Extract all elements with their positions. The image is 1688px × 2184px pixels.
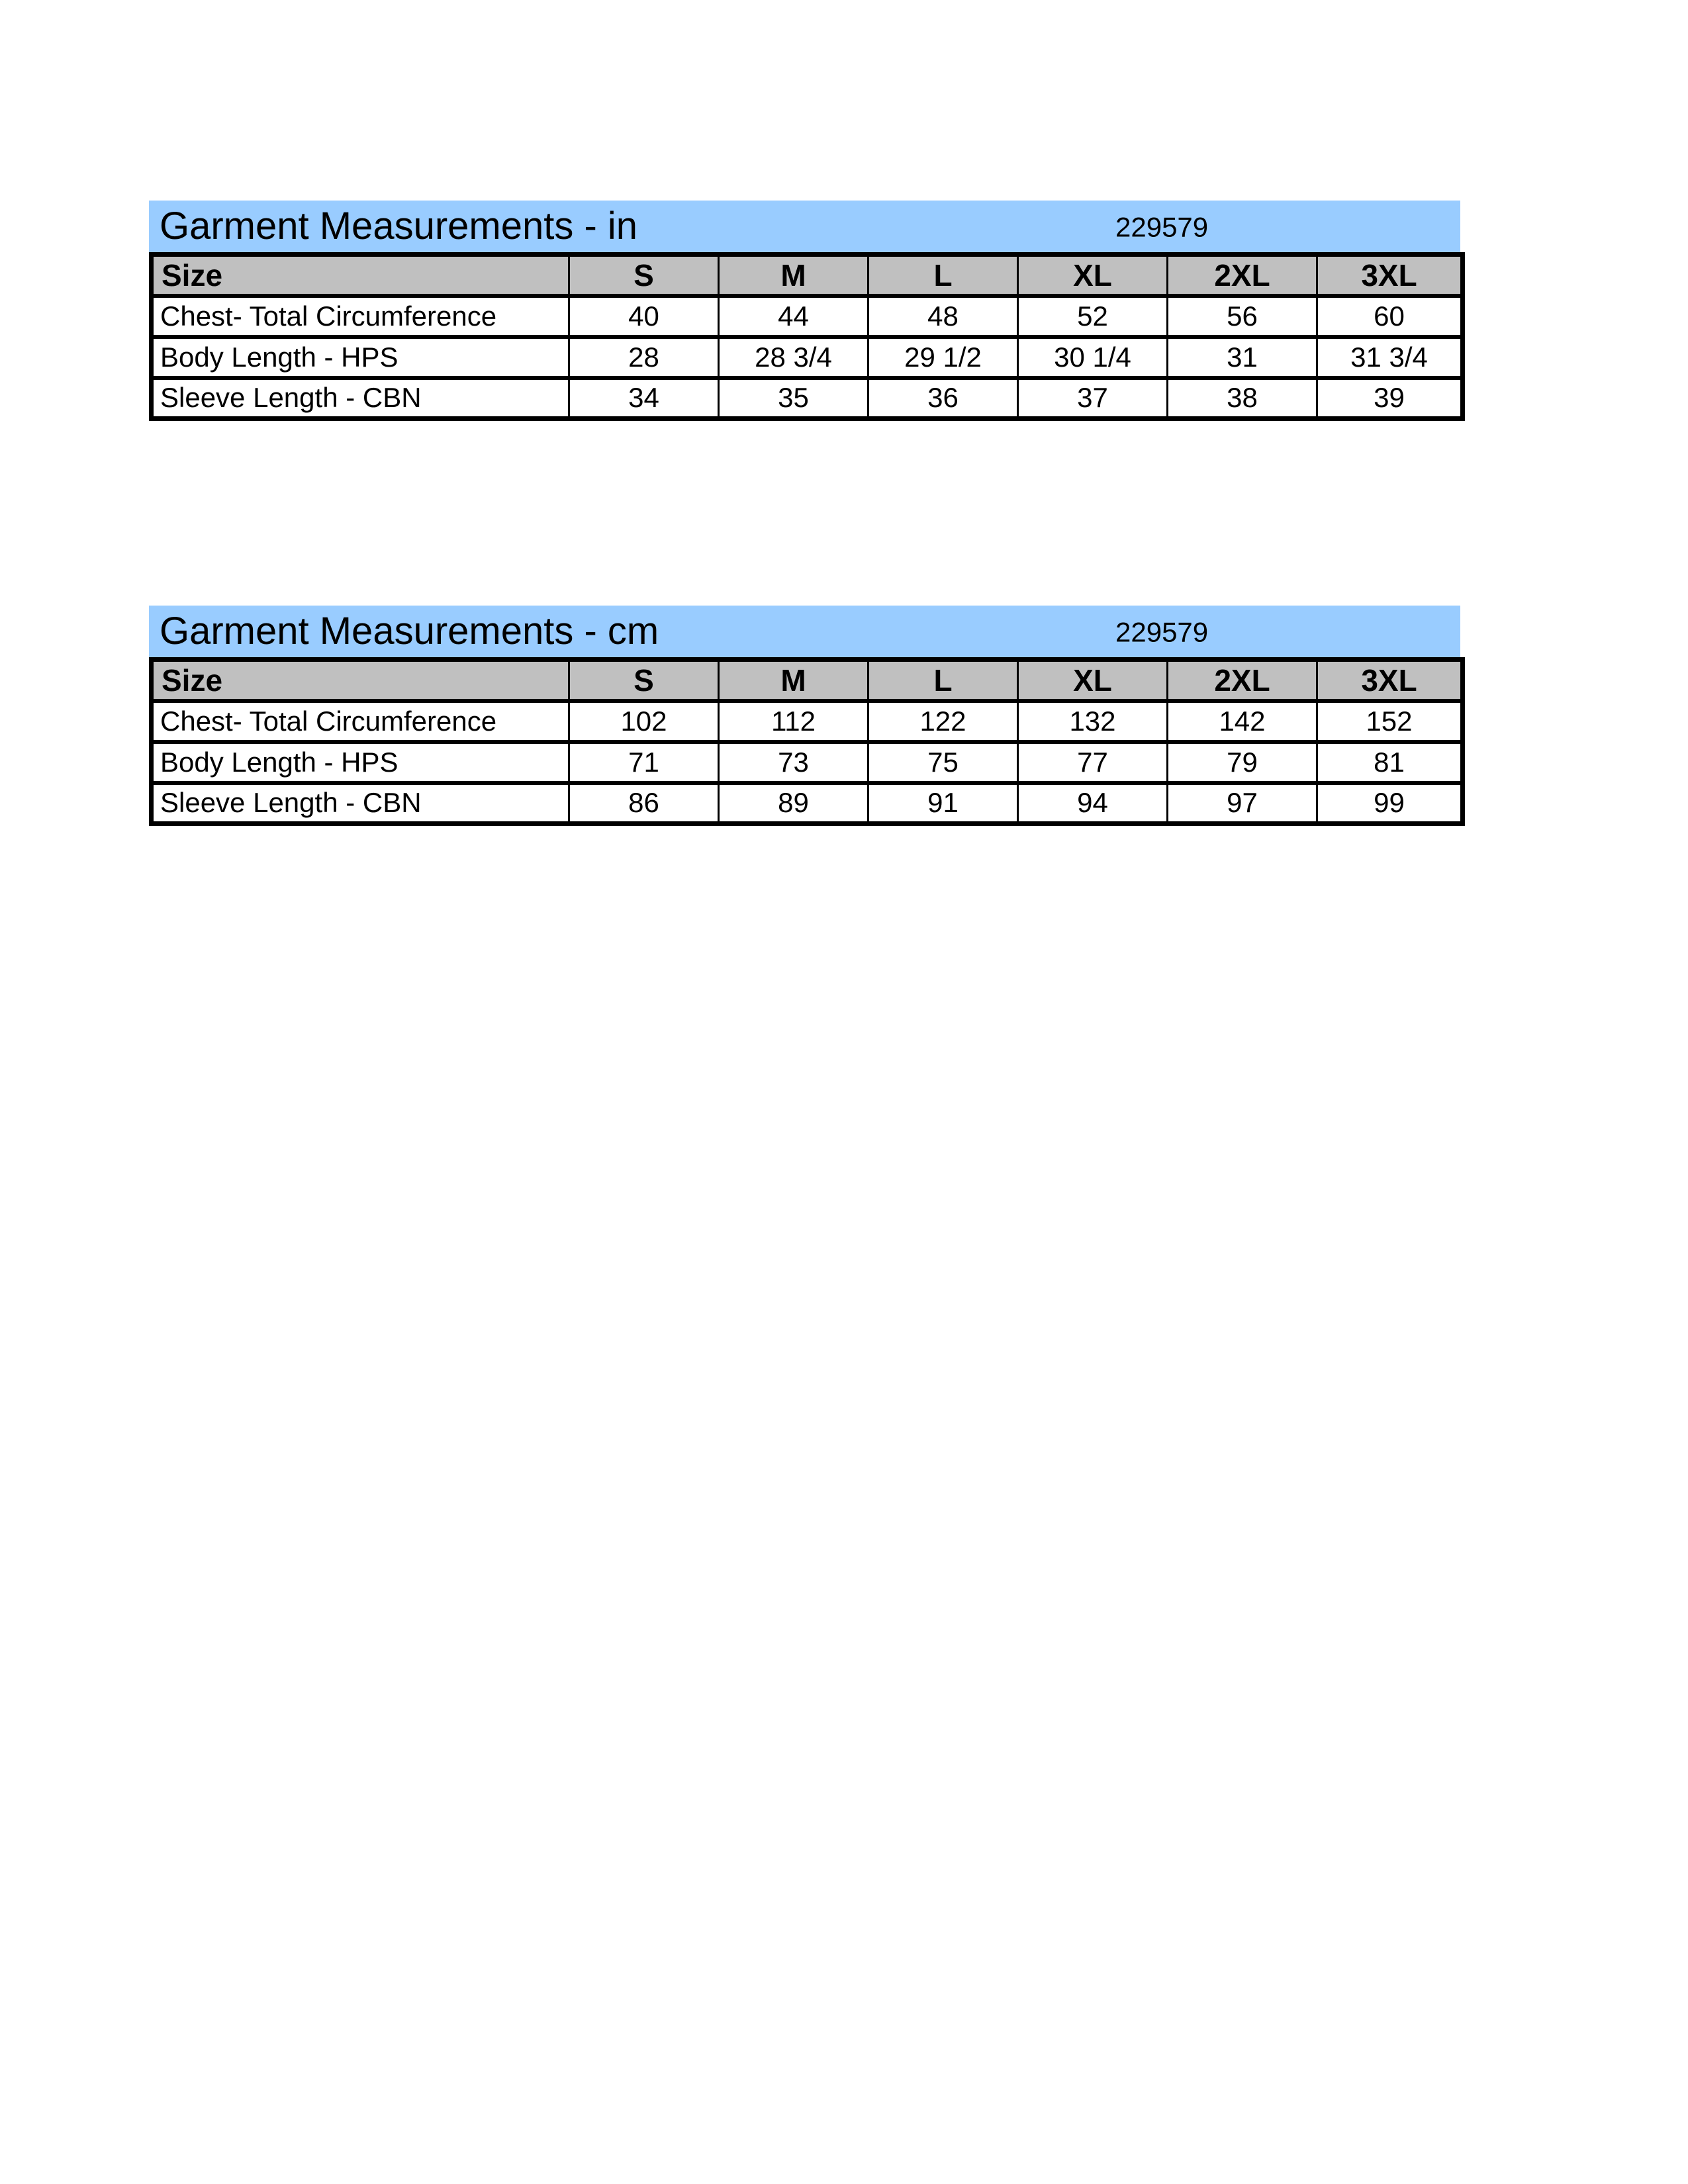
- style-number: 229579: [1115, 211, 1209, 243]
- measurement-value: 29 1/2: [868, 337, 1018, 378]
- column-header-3xl: 3XL: [1317, 255, 1463, 296]
- measurement-value: 31: [1168, 337, 1317, 378]
- table-title-band: [149, 606, 1460, 657]
- measurement-value: 48: [868, 296, 1018, 337]
- measurement-value: 91: [868, 783, 1018, 824]
- row-label-body-length: Body Length - HPS: [152, 337, 569, 378]
- measurement-value: 28: [569, 337, 719, 378]
- header-row: [152, 660, 1463, 701]
- measurement-value: 152: [1317, 701, 1463, 742]
- column-header-s: S: [569, 255, 719, 296]
- measurement-value: 122: [868, 701, 1018, 742]
- column-header-xl: XL: [1018, 255, 1168, 296]
- measurement-value: 36: [868, 378, 1018, 419]
- row-label-sleeve-length: Sleeve Length - CBN: [152, 378, 569, 419]
- column-header-l: L: [868, 255, 1018, 296]
- measurements-table-cm: [149, 657, 1465, 826]
- measurement-value: 142: [1168, 701, 1317, 742]
- column-header-size: Size: [152, 255, 569, 296]
- measurement-value: 44: [719, 296, 868, 337]
- measurement-value: 112: [719, 701, 868, 742]
- measurement-value: 34: [569, 378, 719, 419]
- style-number: 229579: [1115, 616, 1209, 648]
- measurement-value: 71: [569, 742, 719, 783]
- measurement-value: 31 3/4: [1317, 337, 1463, 378]
- measurement-value: 35: [719, 378, 868, 419]
- measurement-value: 89: [719, 783, 868, 824]
- table-title: Garment Measurements - cm: [160, 610, 659, 653]
- measurement-value: 77: [1018, 742, 1168, 783]
- table-title-band: [149, 201, 1460, 252]
- measurement-value: 97: [1168, 783, 1317, 824]
- measurement-value: 28 3/4: [719, 337, 868, 378]
- measurement-value: 73: [719, 742, 868, 783]
- measurement-value: 132: [1018, 701, 1168, 742]
- measurement-value: 94: [1018, 783, 1168, 824]
- column-header-size: Size: [152, 660, 569, 701]
- measurement-value: 81: [1317, 742, 1463, 783]
- table-row-chest: [152, 296, 1463, 337]
- measurement-value: 37: [1018, 378, 1168, 419]
- table-row-sleeve-length: [152, 378, 1463, 419]
- measurement-value: 40: [569, 296, 719, 337]
- table-row-body-length: [152, 742, 1463, 783]
- column-header-s: S: [569, 660, 719, 701]
- measurement-value: 79: [1168, 742, 1317, 783]
- measurement-value: 102: [569, 701, 719, 742]
- table-row-sleeve-length: [152, 783, 1463, 824]
- measurement-value: 75: [868, 742, 1018, 783]
- measurement-value: 39: [1317, 378, 1463, 419]
- column-header-m: M: [719, 660, 868, 701]
- column-header-2xl: 2XL: [1168, 660, 1317, 701]
- measurement-value: 56: [1168, 296, 1317, 337]
- column-header-l: L: [868, 660, 1018, 701]
- measurements-table-in: [149, 252, 1465, 421]
- column-header-xl: XL: [1018, 660, 1168, 701]
- column-header-3xl: 3XL: [1317, 660, 1463, 701]
- table-row-chest: [152, 701, 1463, 742]
- row-label-sleeve-length: Sleeve Length - CBN: [152, 783, 569, 824]
- table-row-body-length: [152, 337, 1463, 378]
- measurement-value: 52: [1018, 296, 1168, 337]
- column-header-m: M: [719, 255, 868, 296]
- measurement-value: 30 1/4: [1018, 337, 1168, 378]
- measurement-value: 38: [1168, 378, 1317, 419]
- row-label-chest: Chest- Total Circumference: [152, 296, 569, 337]
- header-row: [152, 255, 1463, 296]
- measurement-value: 86: [569, 783, 719, 824]
- measurement-value: 60: [1317, 296, 1463, 337]
- garment-measurements-cm-section: [149, 606, 1460, 826]
- table-title: Garment Measurements - in: [160, 205, 638, 248]
- column-header-2xl: 2XL: [1168, 255, 1317, 296]
- row-label-body-length: Body Length - HPS: [152, 742, 569, 783]
- garment-measurements-in-section: [149, 201, 1460, 421]
- measurement-value: 99: [1317, 783, 1463, 824]
- row-label-chest: Chest- Total Circumference: [152, 701, 569, 742]
